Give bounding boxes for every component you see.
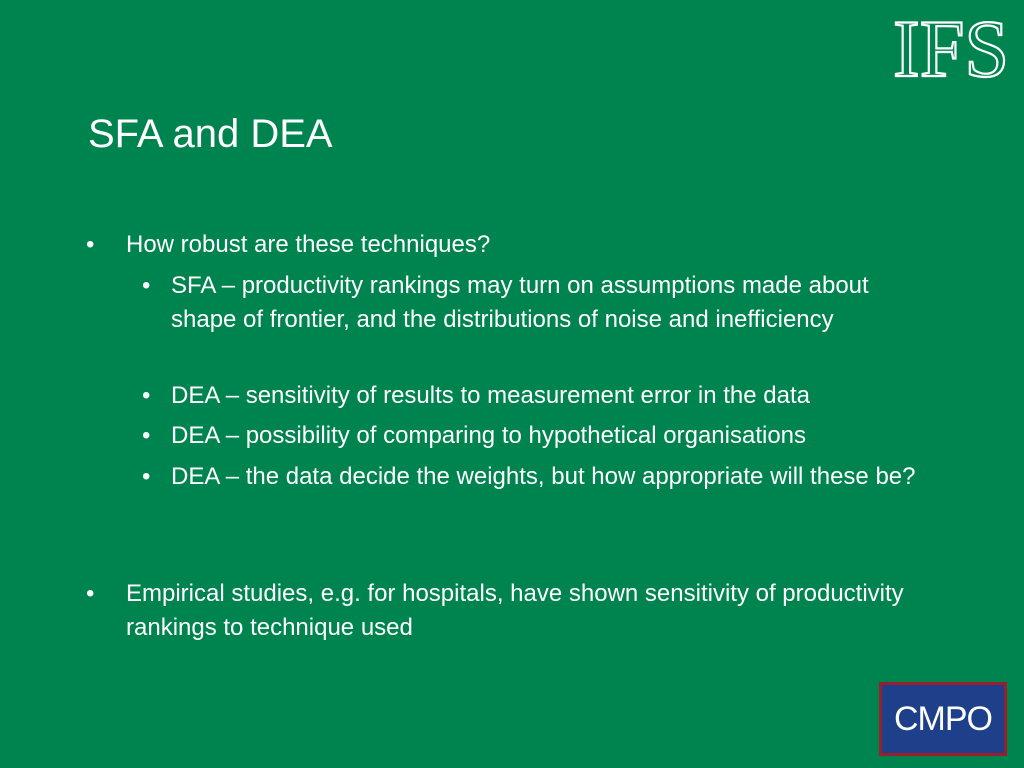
bullet-text: Empirical studies, e.g. for hospitals, have shown sensitivity of productivity rankings to technique used: [126, 580, 904, 641]
bullet-text: DEA – possibility of comparing to hypothetical organisations: [171, 422, 807, 449]
bullet-marker: •: [142, 463, 151, 490]
bullet-item: [86, 577, 906, 645]
cmpo-logo-text: CMPO: [894, 700, 992, 738]
bullet-text: SFA – productivity rankings may turn on assumptions made about shape of frontier, and the distributions of noise and inefficiency: [171, 272, 869, 333]
sub-bullet-item: [142, 419, 942, 453]
sub-bullet-item: [142, 379, 942, 413]
bullet-item: [86, 228, 926, 262]
bullet-marker: •: [86, 231, 95, 258]
slide-title: SFA and DEA: [88, 112, 333, 156]
bullet-text: DEA – the data decide the weights, but how appropriate will these be?: [171, 463, 916, 490]
bullet-marker: •: [142, 382, 151, 409]
bullet-marker: •: [86, 580, 95, 607]
bullet-marker: •: [142, 272, 151, 299]
ifs-logo: [893, 8, 1011, 84]
bullet-text: How robust are these techniques?: [126, 231, 491, 258]
bullet-marker: •: [142, 422, 151, 449]
sub-bullet-item: [142, 460, 932, 494]
sub-bullet-item: [142, 269, 932, 337]
bullet-text: DEA – sensitivity of results to measurement error in the data: [171, 382, 810, 409]
ifs-logo-text: IFS: [893, 8, 1009, 84]
cmpo-logo: [879, 682, 1007, 756]
